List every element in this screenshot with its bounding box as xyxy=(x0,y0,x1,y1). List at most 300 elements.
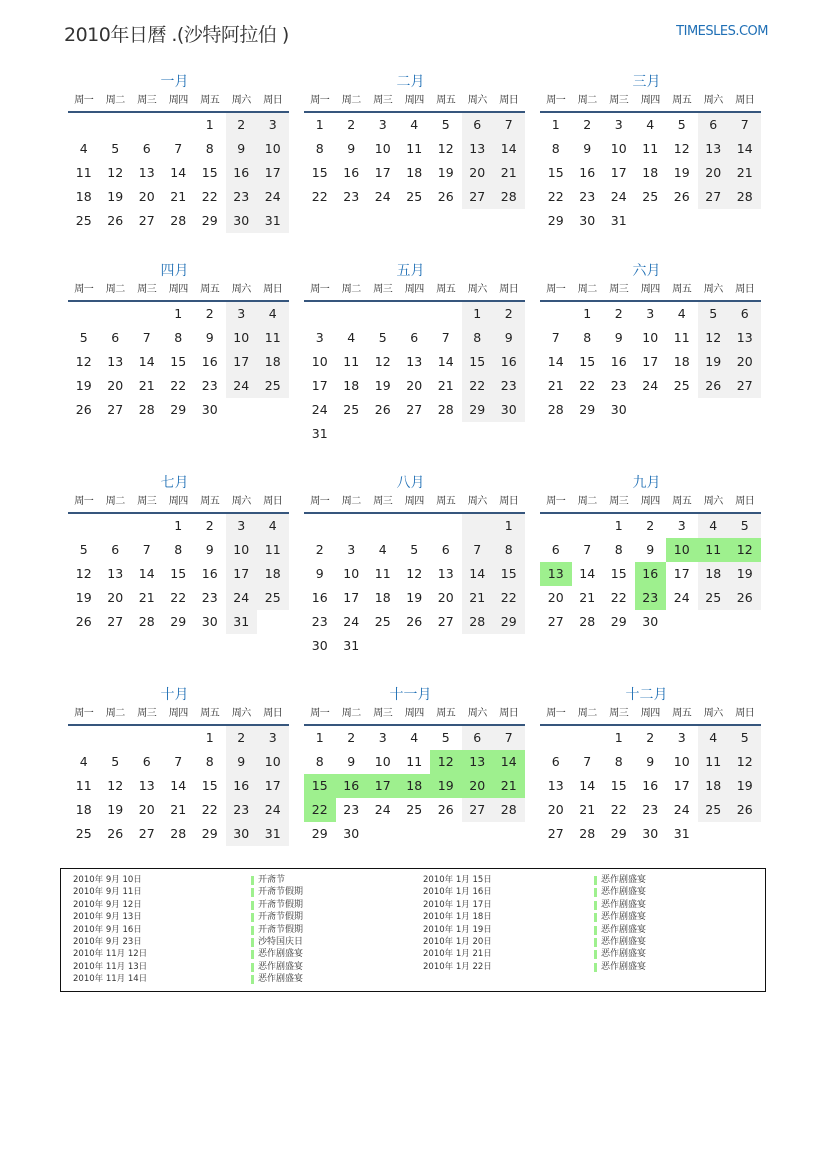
day-cell: 20 xyxy=(437,590,454,605)
day-cell: 7 xyxy=(142,542,151,557)
day-cell: 7 xyxy=(729,113,761,137)
weekday-label: 周五 xyxy=(436,284,456,295)
day-cell: 24 xyxy=(257,798,289,822)
day-cell: 19 xyxy=(406,590,423,605)
weekday-label: 周日 xyxy=(499,496,519,507)
day-cell: 16 xyxy=(579,165,596,180)
day-cell: 25 xyxy=(75,213,92,228)
legend-date: 2010年 1月 15日 xyxy=(423,875,492,885)
day-cell: 4 xyxy=(677,306,686,321)
weekday-label: 周一 xyxy=(310,284,330,295)
weekday-label: 周四 xyxy=(640,708,660,719)
day-cell: 24 xyxy=(642,378,659,393)
day-cell: 10 xyxy=(311,354,328,369)
weekday-label: 周一 xyxy=(74,284,94,295)
empty-cell xyxy=(68,113,100,137)
legend-holiday-name: 恶作剧盛宴 xyxy=(594,886,646,898)
day-cell: 1 xyxy=(614,518,623,533)
day-cell: 25 xyxy=(642,189,659,204)
day-cell: 10 xyxy=(666,538,698,562)
day-cell: 11 xyxy=(642,141,659,156)
day-cell: 17 xyxy=(226,350,258,374)
weekday-label: 周六 xyxy=(467,284,487,295)
day-cell: 24 xyxy=(610,189,627,204)
day-cell: 1 xyxy=(205,730,214,745)
day-cell: 25 xyxy=(257,374,289,398)
day-cell: 8 xyxy=(174,330,183,345)
day-cell: 22 xyxy=(493,586,525,610)
legend-holiday-name: 开斋节假期 xyxy=(251,911,303,923)
day-cell: 16 xyxy=(201,566,218,581)
month-name: 六月 xyxy=(632,263,661,279)
day-cell: 20 xyxy=(138,189,155,204)
month-name: 五月 xyxy=(396,263,425,279)
day-cell: 22 xyxy=(201,802,218,817)
weekday-label: 周六 xyxy=(703,708,723,719)
day-cell: 23 xyxy=(343,802,360,817)
day-cell: 9 xyxy=(583,141,592,156)
legend-holiday-name: 恶作剧盛宴 xyxy=(251,973,303,985)
weekday-label: 周六 xyxy=(467,708,487,719)
month-name: 二月 xyxy=(396,74,425,90)
site-link[interactable]: TIMESLES.COM xyxy=(676,24,768,39)
legend-dates-right xyxy=(423,874,492,973)
legend-holiday-name: 开斋节假期 xyxy=(251,924,303,936)
weekday-label: 周二 xyxy=(341,708,361,719)
empty-cell xyxy=(131,302,163,326)
weekday-label: 周一 xyxy=(74,708,94,719)
day-cell: 15 xyxy=(304,774,336,798)
day-cell: 3 xyxy=(378,117,387,132)
day-cell: 18 xyxy=(406,165,423,180)
day-cell: 26 xyxy=(406,614,423,629)
day-cell: 24 xyxy=(311,402,328,417)
empty-cell xyxy=(430,302,462,326)
day-cell: 28 xyxy=(493,185,525,209)
day-cell: 2 xyxy=(205,518,214,533)
day-cell: 2 xyxy=(226,113,258,137)
day-cell: 2 xyxy=(614,306,623,321)
day-cell: 23 xyxy=(579,189,596,204)
day-cell: 9 xyxy=(205,542,214,557)
day-cell: 6 xyxy=(111,330,120,345)
day-cell: 6 xyxy=(462,113,494,137)
day-cell: 29 xyxy=(201,826,218,841)
day-cell: 30 xyxy=(311,638,328,653)
day-cell: 10 xyxy=(610,141,627,156)
day-cell: 18 xyxy=(374,590,391,605)
weekday-label: 周五 xyxy=(436,95,456,106)
empty-cell xyxy=(131,726,163,750)
day-cell: 29 xyxy=(311,826,328,841)
day-cell: 2 xyxy=(493,302,525,326)
day-cell: 18 xyxy=(698,774,730,798)
day-cell: 22 xyxy=(610,590,627,605)
day-cell: 12 xyxy=(673,141,690,156)
day-cell: 31 xyxy=(257,209,289,233)
day-cell: 8 xyxy=(205,754,214,769)
day-cell: 7 xyxy=(142,330,151,345)
weekday-header xyxy=(540,92,761,113)
day-cell: 16 xyxy=(226,161,258,185)
day-cell: 17 xyxy=(343,590,360,605)
day-cell: 5 xyxy=(111,754,120,769)
day-cell: 1 xyxy=(583,306,592,321)
month-name: 十一月 xyxy=(389,687,432,703)
day-cell: 14 xyxy=(729,137,761,161)
day-cell: 6 xyxy=(698,113,730,137)
day-cell: 18 xyxy=(642,165,659,180)
weekday-header xyxy=(68,705,289,726)
day-cell: 30 xyxy=(642,614,659,629)
day-cell: 14 xyxy=(579,778,596,793)
day-cell: 11 xyxy=(75,778,92,793)
weekday-label: 周六 xyxy=(467,95,487,106)
day-cell: 15 xyxy=(170,354,187,369)
day-cell: 7 xyxy=(583,754,592,769)
day-cell: 6 xyxy=(462,726,494,750)
day-cell: 3 xyxy=(226,302,258,326)
day-cell: 21 xyxy=(437,378,454,393)
day-cell: 18 xyxy=(257,562,289,586)
weekday-label: 周三 xyxy=(373,496,393,507)
day-cell: 11 xyxy=(75,165,92,180)
day-cell: 27 xyxy=(462,798,494,822)
legend-date: 2010年 1月 21日 xyxy=(423,949,492,960)
weekday-label: 周六 xyxy=(231,708,251,719)
day-cell: 5 xyxy=(79,542,88,557)
legend-date: 2010年 9月 16日 xyxy=(73,924,142,935)
legend-holiday-name: 恶作剧盛宴 xyxy=(251,961,303,973)
day-cell: 26 xyxy=(107,213,124,228)
weekday-label: 周二 xyxy=(105,284,125,295)
day-cell: 20 xyxy=(547,802,564,817)
day-cell: 1 xyxy=(462,302,494,326)
day-cell: 14 xyxy=(138,566,155,581)
day-cell: 19 xyxy=(437,165,454,180)
day-cell: 12 xyxy=(107,778,124,793)
legend-holiday-name: 开斋节假期 xyxy=(251,899,303,911)
weekday-label: 周日 xyxy=(735,708,755,719)
day-cell: 30 xyxy=(201,614,218,629)
day-cell: 30 xyxy=(226,822,258,846)
day-cell: 8 xyxy=(614,542,623,557)
month-block xyxy=(68,685,289,846)
day-cell: 1 xyxy=(315,730,324,745)
day-cell: 10 xyxy=(257,750,289,774)
day-cell: 13 xyxy=(107,566,124,581)
empty-cell xyxy=(367,514,399,538)
day-cell: 4 xyxy=(378,542,387,557)
month-block xyxy=(304,261,525,446)
legend-holiday-name: 开斋节假期 xyxy=(251,886,303,898)
day-cell: 9 xyxy=(205,330,214,345)
weekday-label: 周四 xyxy=(640,95,660,106)
legend-names-left xyxy=(251,874,303,986)
day-cell: 3 xyxy=(226,514,258,538)
weekday-label: 周二 xyxy=(577,708,597,719)
day-cell: 24 xyxy=(343,614,360,629)
day-grid xyxy=(68,514,289,634)
weekday-label: 周三 xyxy=(137,95,157,106)
day-cell: 27 xyxy=(462,185,494,209)
legend-holiday-name: 恶作剧盛宴 xyxy=(251,948,303,960)
legend-date: 2010年 9月 11日 xyxy=(73,887,142,898)
day-cell: 24 xyxy=(673,590,690,605)
day-cell: 9 xyxy=(315,566,324,581)
day-cell: 22 xyxy=(170,378,187,393)
day-cell: 29 xyxy=(201,213,218,228)
empty-cell xyxy=(68,302,100,326)
month-block xyxy=(304,473,525,658)
day-cell: 14 xyxy=(547,354,564,369)
day-cell: 23 xyxy=(343,189,360,204)
weekday-label: 周五 xyxy=(436,496,456,507)
day-cell: 21 xyxy=(493,161,525,185)
weekday-label: 周三 xyxy=(137,496,157,507)
day-cell: 2 xyxy=(315,542,324,557)
weekday-label: 周三 xyxy=(609,95,629,106)
day-cell: 31 xyxy=(257,822,289,846)
day-cell: 3 xyxy=(677,518,686,533)
month-block xyxy=(304,72,525,209)
day-cell: 25 xyxy=(75,826,92,841)
day-cell: 1 xyxy=(174,306,183,321)
weekday-header xyxy=(304,705,525,726)
month-name: 七月 xyxy=(160,475,189,491)
day-cell: 12 xyxy=(437,141,454,156)
day-cell: 6 xyxy=(111,542,120,557)
day-cell: 24 xyxy=(226,374,258,398)
day-cell: 5 xyxy=(111,141,120,156)
day-cell: 15 xyxy=(201,165,218,180)
day-cell: 15 xyxy=(462,350,494,374)
day-cell: 29 xyxy=(462,398,494,422)
day-cell: 15 xyxy=(610,778,627,793)
day-cell: 24 xyxy=(226,586,258,610)
legend-date: 2010年 1月 16日 xyxy=(423,887,492,898)
day-cell: 16 xyxy=(635,562,667,586)
day-cell: 3 xyxy=(347,542,356,557)
month-name: 八月 xyxy=(396,475,425,491)
weekday-label: 周二 xyxy=(577,95,597,106)
day-cell: 10 xyxy=(226,538,258,562)
weekday-header xyxy=(68,493,289,514)
day-cell: 22 xyxy=(201,189,218,204)
month-block xyxy=(540,72,761,233)
day-cell: 13 xyxy=(138,165,155,180)
weekday-label: 周六 xyxy=(703,284,723,295)
day-cell: 29 xyxy=(493,610,525,634)
day-cell: 12 xyxy=(729,538,761,562)
weekday-label: 周四 xyxy=(168,708,188,719)
weekday-label: 周二 xyxy=(341,284,361,295)
weekday-label: 周日 xyxy=(263,496,283,507)
day-grid xyxy=(540,113,761,233)
day-cell: 28 xyxy=(547,402,564,417)
day-cell: 16 xyxy=(201,354,218,369)
weekday-label: 周一 xyxy=(310,708,330,719)
day-cell: 2 xyxy=(583,117,592,132)
month-block xyxy=(540,685,761,846)
day-cell: 19 xyxy=(430,774,462,798)
day-cell: 19 xyxy=(75,590,92,605)
day-cell: 20 xyxy=(406,378,423,393)
day-cell: 22 xyxy=(547,189,564,204)
day-cell: 8 xyxy=(462,326,494,350)
day-cell: 10 xyxy=(374,754,391,769)
day-cell: 15 xyxy=(493,562,525,586)
empty-cell xyxy=(399,514,431,538)
day-cell: 4 xyxy=(79,754,88,769)
day-cell: 8 xyxy=(551,141,560,156)
empty-cell xyxy=(367,302,399,326)
weekday-label: 周二 xyxy=(341,95,361,106)
empty-cell xyxy=(399,302,431,326)
day-cell: 23 xyxy=(311,614,328,629)
day-cell: 2 xyxy=(646,730,655,745)
page-title: 2010年日曆 .(沙特阿拉伯 ) xyxy=(64,24,289,46)
day-cell: 27 xyxy=(547,614,564,629)
day-cell: 22 xyxy=(304,798,336,822)
day-cell: 28 xyxy=(729,185,761,209)
day-cell: 28 xyxy=(579,826,596,841)
legend-date: 2010年 9月 13日 xyxy=(73,912,142,923)
month-block xyxy=(540,473,761,634)
empty-cell xyxy=(163,726,195,750)
weekday-label: 周日 xyxy=(735,284,755,295)
day-cell: 22 xyxy=(610,802,627,817)
day-cell: 3 xyxy=(315,330,324,345)
weekday-label: 周四 xyxy=(404,496,424,507)
day-cell: 9 xyxy=(614,330,623,345)
month-block xyxy=(68,261,289,422)
day-cell: 17 xyxy=(226,562,258,586)
legend-holiday-name: 恶作剧盛宴 xyxy=(594,924,646,936)
legend-holiday-name: 恶作剧盛宴 xyxy=(594,911,646,923)
day-cell: 5 xyxy=(729,726,761,750)
day-cell: 21 xyxy=(138,378,155,393)
day-cell: 6 xyxy=(441,542,450,557)
legend-date: 2010年 1月 17日 xyxy=(423,899,492,910)
day-cell: 2 xyxy=(205,306,214,321)
day-cell: 12 xyxy=(107,165,124,180)
day-cell: 14 xyxy=(493,137,525,161)
weekday-label: 周三 xyxy=(609,284,629,295)
month-name: 三月 xyxy=(632,74,661,90)
day-cell: 6 xyxy=(410,330,419,345)
day-cell: 29 xyxy=(170,614,187,629)
day-cell: 22 xyxy=(579,378,596,393)
day-cell: 3 xyxy=(677,730,686,745)
legend-date: 2010年 1月 22日 xyxy=(423,961,492,972)
day-cell: 21 xyxy=(729,161,761,185)
day-cell: 14 xyxy=(138,354,155,369)
day-cell: 25 xyxy=(374,614,391,629)
day-cell: 8 xyxy=(174,542,183,557)
day-cell: 21 xyxy=(138,590,155,605)
day-cell: 4 xyxy=(698,514,730,538)
day-cell: 11 xyxy=(406,141,423,156)
weekday-label: 周二 xyxy=(577,496,597,507)
day-cell: 27 xyxy=(107,402,124,417)
day-cell: 29 xyxy=(579,402,596,417)
day-grid xyxy=(540,726,761,846)
day-cell: 2 xyxy=(347,730,356,745)
day-cell: 30 xyxy=(610,402,627,417)
weekday-label: 周三 xyxy=(609,496,629,507)
weekday-label: 周六 xyxy=(231,496,251,507)
weekday-label: 周日 xyxy=(263,284,283,295)
weekday-label: 周三 xyxy=(137,708,157,719)
holiday-legend xyxy=(60,868,766,992)
month-name: 十月 xyxy=(160,687,189,703)
day-cell: 27 xyxy=(729,374,761,398)
weekday-label: 周五 xyxy=(672,496,692,507)
day-cell: 21 xyxy=(462,586,494,610)
day-cell: 14 xyxy=(493,750,525,774)
day-cell: 13 xyxy=(540,562,572,586)
day-cell: 4 xyxy=(410,730,419,745)
day-cell: 23 xyxy=(201,590,218,605)
day-cell: 13 xyxy=(437,566,454,581)
day-cell: 13 xyxy=(547,778,564,793)
day-cell: 18 xyxy=(75,189,92,204)
day-cell: 27 xyxy=(547,826,564,841)
day-cell: 10 xyxy=(257,137,289,161)
day-cell: 25 xyxy=(698,586,730,610)
day-cell: 12 xyxy=(406,566,423,581)
month-block xyxy=(68,473,289,634)
weekday-label: 周日 xyxy=(499,95,519,106)
day-cell: 11 xyxy=(673,330,690,345)
day-cell: 25 xyxy=(406,802,423,817)
day-cell: 29 xyxy=(610,826,627,841)
day-cell: 4 xyxy=(257,302,289,326)
empty-cell xyxy=(131,514,163,538)
weekday-label: 周六 xyxy=(231,284,251,295)
day-cell: 13 xyxy=(462,750,494,774)
day-cell: 12 xyxy=(75,354,92,369)
weekday-label: 周二 xyxy=(105,496,125,507)
day-cell: 11 xyxy=(374,566,391,581)
day-cell: 11 xyxy=(406,754,423,769)
day-cell: 21 xyxy=(547,378,564,393)
empty-cell xyxy=(572,726,604,750)
day-cell: 9 xyxy=(347,141,356,156)
day-cell: 5 xyxy=(677,117,686,132)
day-cell: 12 xyxy=(729,750,761,774)
day-cell: 27 xyxy=(107,614,124,629)
day-grid xyxy=(304,302,525,446)
legend-date: 2010年 11月 14日 xyxy=(73,974,148,985)
day-cell: 28 xyxy=(462,610,494,634)
weekday-label: 周二 xyxy=(577,284,597,295)
month-name: 一月 xyxy=(160,74,189,90)
day-cell: 24 xyxy=(673,802,690,817)
day-cell: 12 xyxy=(698,326,730,350)
day-cell: 15 xyxy=(579,354,596,369)
empty-cell xyxy=(540,302,572,326)
day-cell: 10 xyxy=(374,141,391,156)
day-cell: 13 xyxy=(406,354,423,369)
day-cell: 11 xyxy=(698,538,730,562)
weekday-label: 周三 xyxy=(373,95,393,106)
day-cell: 20 xyxy=(462,774,494,798)
day-cell: 5 xyxy=(441,730,450,745)
day-cell: 10 xyxy=(673,754,690,769)
day-cell: 12 xyxy=(430,750,462,774)
